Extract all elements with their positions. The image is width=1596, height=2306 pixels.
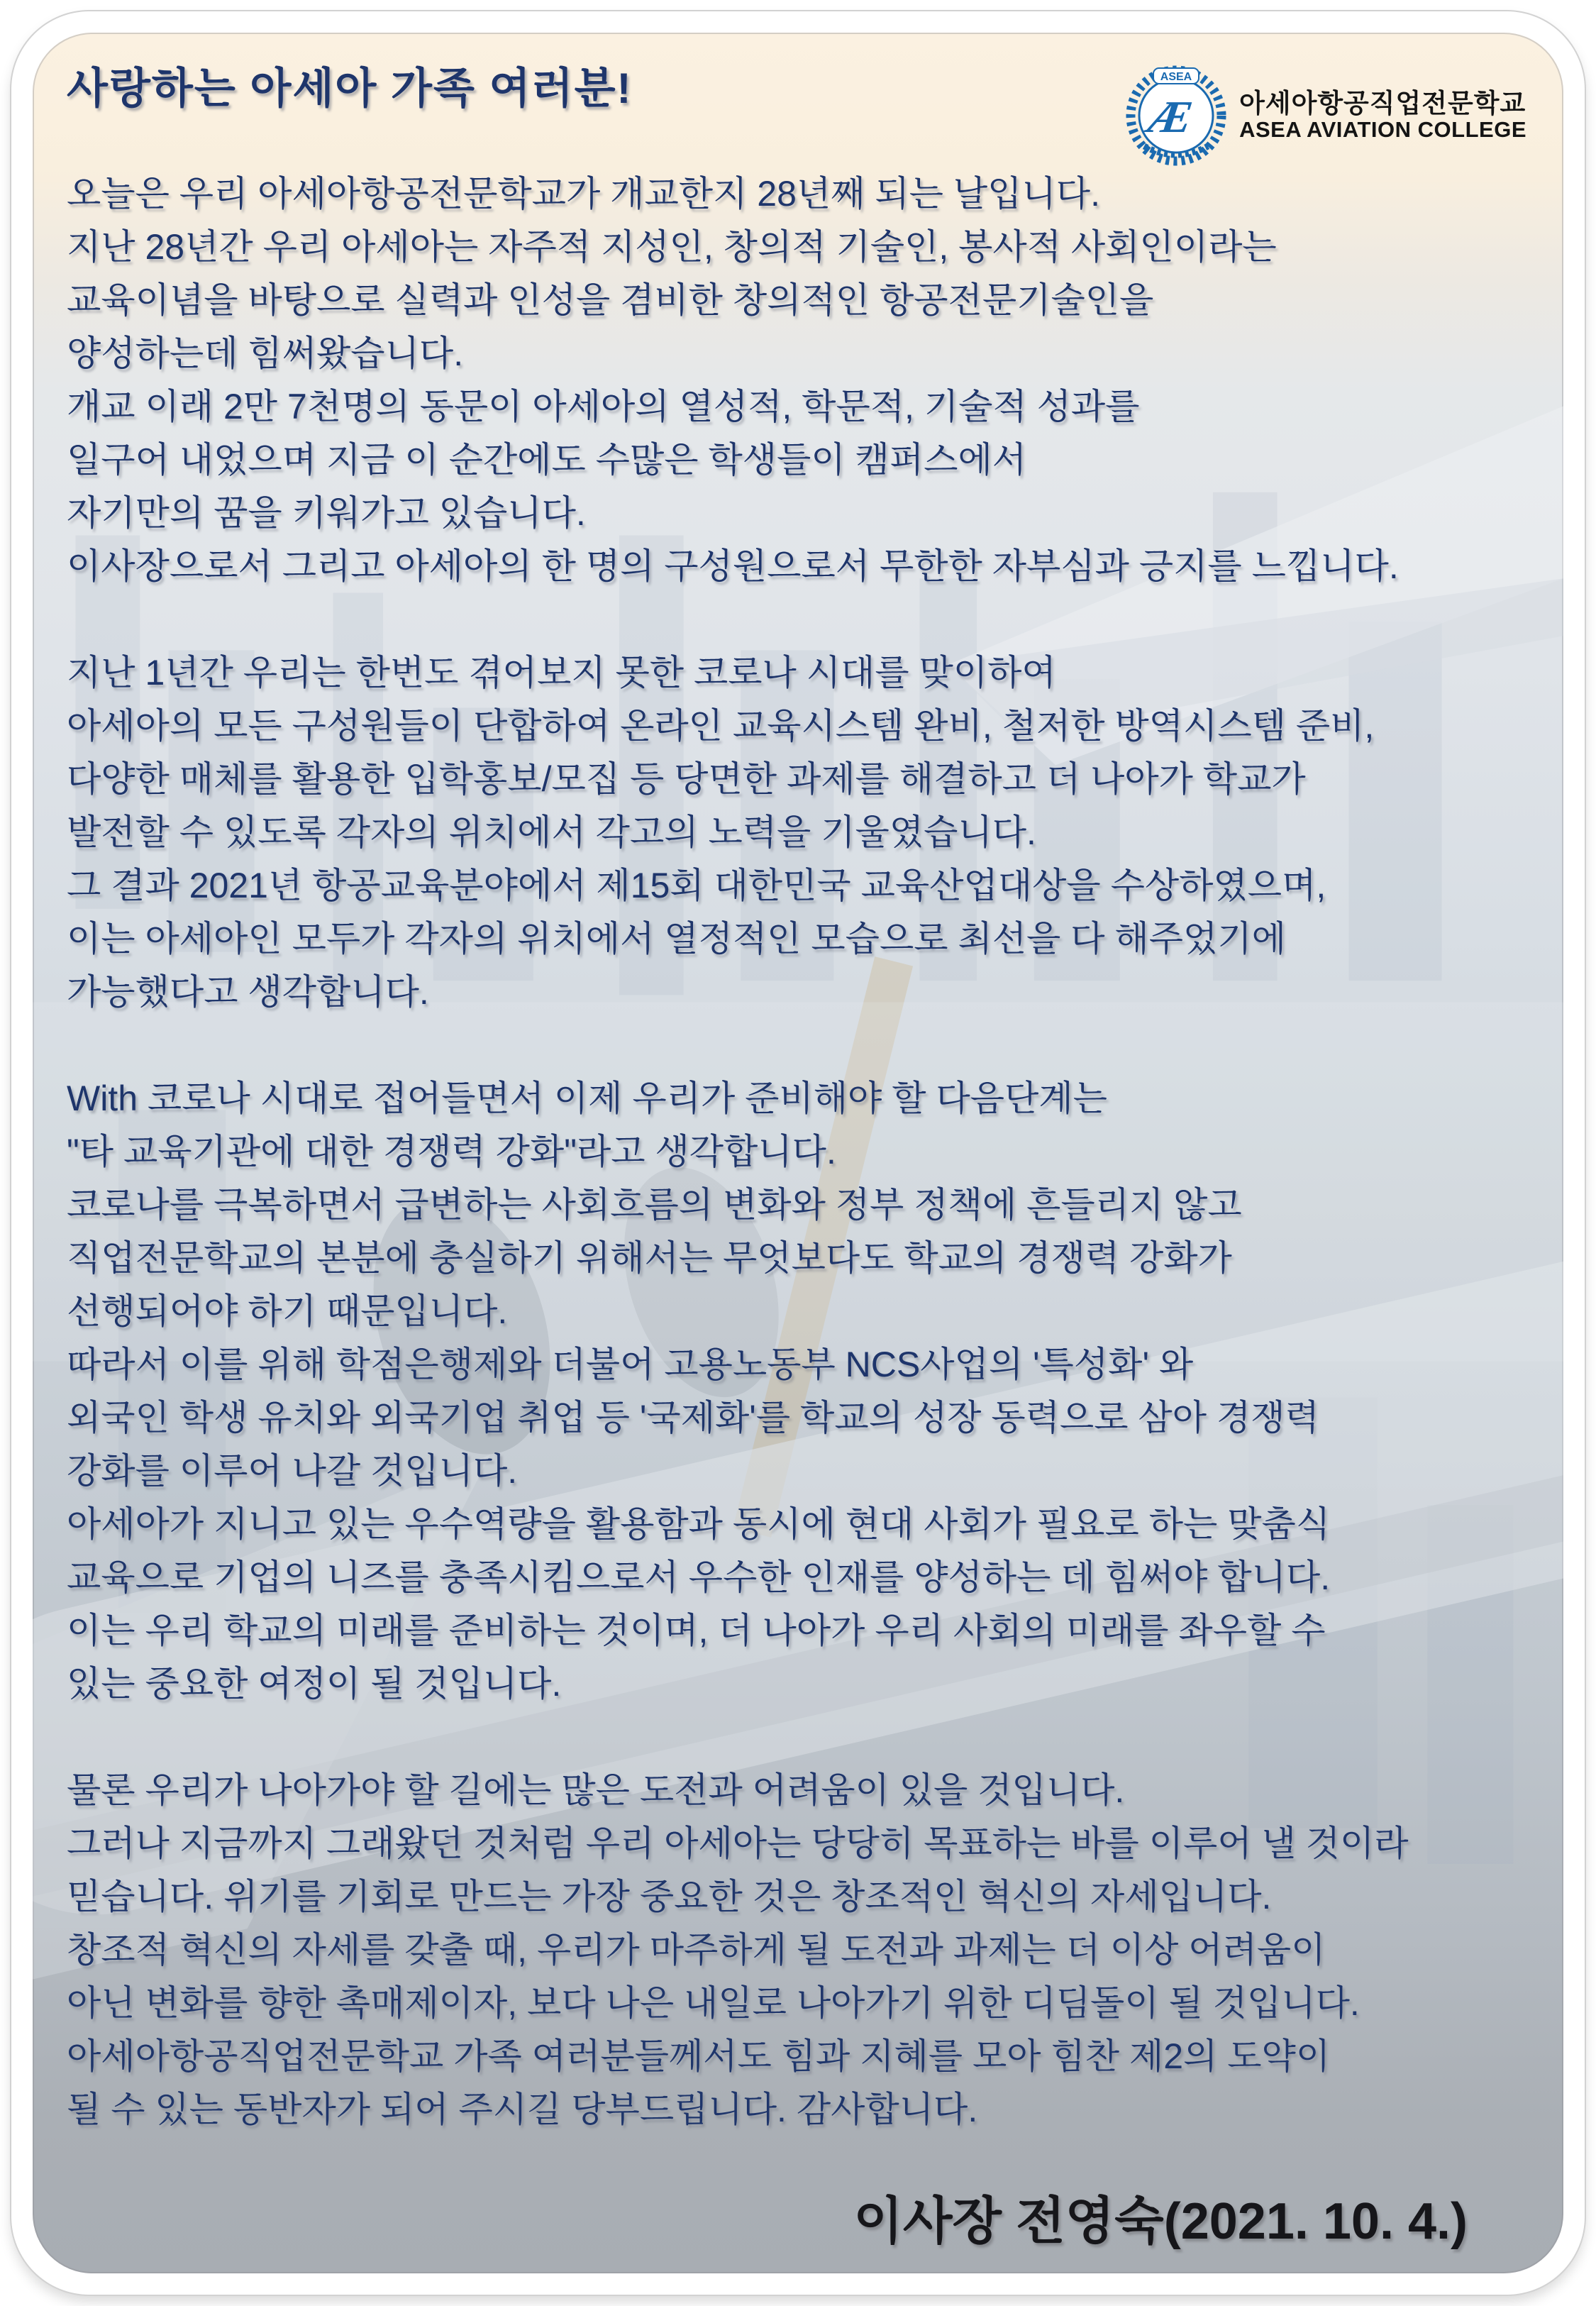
letter-line: 교육으로 기업의 니즈를 충족시킴으로서 우수한 인재를 양성하는 데 힘써야 합니다. (67, 1557, 1331, 1597)
letter-line: 발전할 수 있도록 각자의 위치에서 각고의 노력을 기울였습니다. (67, 812, 1036, 852)
letter-line: 지난 1년간 우리는 한번도 겪어보지 못한 코로나 시대를 맞이하여 (67, 653, 1056, 693)
letter-line: 다양한 매체를 활용한 입학홍보/모집 등 당면한 과제를 해결하고 더 나아가 학교가 (67, 759, 1306, 799)
letter-line: 될 수 있는 동반자가 되어 주시길 당부드립니다. 감사합니다. (67, 2090, 978, 2129)
letter-line: 직업전문학교의 본분에 충실하기 위해서는 무엇보다도 학교의 경쟁력 강화가 (67, 1238, 1232, 1278)
letter-frame (11, 11, 1585, 2295)
letter-line: 개교 이래 2만 7천명의 동문이 아세아의 열성적, 학문적, 기술적 성과를 (67, 387, 1140, 426)
school-name-korean: 아세아항공직업전문학교 (1239, 88, 1526, 118)
letter-line: 강화를 이루어 나갈 것입니다. (67, 1451, 518, 1491)
letter-line: 아세아가 지니고 있는 우수역량을 활용함과 동시에 현대 사회가 필요로 하는 맞춤식 (67, 1504, 1331, 1544)
letter-line: 코로나를 극복하면서 급변하는 사회흐름의 변화와 정부 정책에 흔들리지 않고 (67, 1185, 1242, 1225)
school-name-english: ASEA AVIATION COLLEGE (1239, 117, 1526, 143)
letter-line: 일구어 내었으며 지금 이 순간에도 수많은 학생들이 캠퍼스에서 (67, 440, 1027, 480)
chairman-signature: 이사장 전영숙(2021. 10. 4.) (853, 2193, 1468, 2250)
letter-line: 이는 우리 학교의 미래를 준비하는 것이며, 더 나아가 우리 사회의 미래를 좌우할 수 (67, 1611, 1326, 1650)
letter-line: 이는 아세아인 모두가 각자의 위치에서 열정적인 모습으로 최선을 다 해주었기에 (67, 919, 1286, 959)
letter-line: 따라서 이를 위해 학점은행제와 더불어 고용노동부 NCS사업의 '특성화' 와 (67, 1345, 1194, 1384)
letter-line: 오늘은 우리 아세아항공전문학교가 개교한지 28년째 되는 날입니다. (67, 174, 1100, 214)
letter-line: "타 교육기관에 대한 경쟁력 강화"라고 생각합니다. (67, 1132, 836, 1171)
letter-line: 이사장으로서 그리고 아세아의 한 명의 구성원으로서 무한한 자부심과 긍지를 느낍니다. (67, 546, 1399, 586)
letter-title: 사랑하는 아세아 가족 여러분! (67, 65, 633, 112)
letter-line: 믿습니다. 위기를 기회로 만드는 가장 중요한 것은 창조적인 혁신의 자세입니다. (67, 1877, 1272, 1916)
letter-line: 선행되어야 하기 때문입니다. (67, 1291, 508, 1331)
letter-line: 물론 우리가 나아가야 할 길에는 많은 도전과 어려움이 있을 것입니다. (67, 1770, 1125, 1810)
letter-line: 외국인 학생 유치와 외국기업 취업 등 '국제화'를 학교의 성장 동력으로 삼아 경쟁력 (67, 1398, 1319, 1438)
letter-line: 교육이념을 바탕으로 실력과 인성을 겸비한 창의적인 항공전문기술인을 (67, 280, 1154, 320)
letter-line: 아세아항공직업전문학교 가족 여러분들께서도 힘과 지혜를 모아 힘찬 제2의 도약이 (67, 2036, 1331, 2076)
letter-line: 양성하는데 힘써왔습니다. (67, 333, 464, 373)
letter-content (33, 33, 1563, 2273)
letter-line: With 코로나 시대로 접어들면서 이제 우리가 준비해야 할 다음단계는 (67, 1078, 1107, 1118)
letter-line: 그러나 지금까지 그래왔던 것처럼 우리 아세아는 당당히 목표하는 바를 이루어 낼 것이라 (67, 1824, 1409, 1863)
letter-line: 자기만의 꿈을 키워가고 있습니다. (67, 493, 586, 533)
letter-line: 아닌 변화를 향한 촉매제이자, 보다 나은 내일로 나아가기 위한 디딤돌이 될 것입니다. (67, 1983, 1360, 2023)
letter-paragraph (67, 167, 1535, 593)
letter-line: 그 결과 2021년 항공교육분야에서 제15회 대한민국 교육산업대상을 수상하였으며, (67, 866, 1326, 905)
emblem-monogram: Æ (1146, 92, 1196, 142)
letter-line: 지난 28년간 우리 아세아는 자주적 지성인, 창의적 기술인, 봉사적 사회인이라는 (67, 227, 1277, 267)
letter-line: 창조적 혁신의 자세를 갖출 때, 우리가 마주하게 될 도전과 과제는 더 이상 어려움이 (67, 1930, 1326, 1970)
svg-text:ASEA: ASEA (1160, 71, 1192, 83)
letter-line: 있는 중요한 여정이 될 것입니다. (67, 1664, 562, 1704)
letter-paragraph (67, 1072, 1535, 1711)
letter-body (33, 33, 1563, 2273)
letter-paragraph (67, 1764, 1535, 2136)
letter-paragraph (67, 646, 1535, 1019)
letter-line: 가능했다고 생각합니다. (67, 972, 429, 1012)
letter-line: 아세아의 모든 구성원들이 단합하여 온라인 교육시스템 완비, 철저한 방역시스템 준비, (67, 706, 1375, 746)
